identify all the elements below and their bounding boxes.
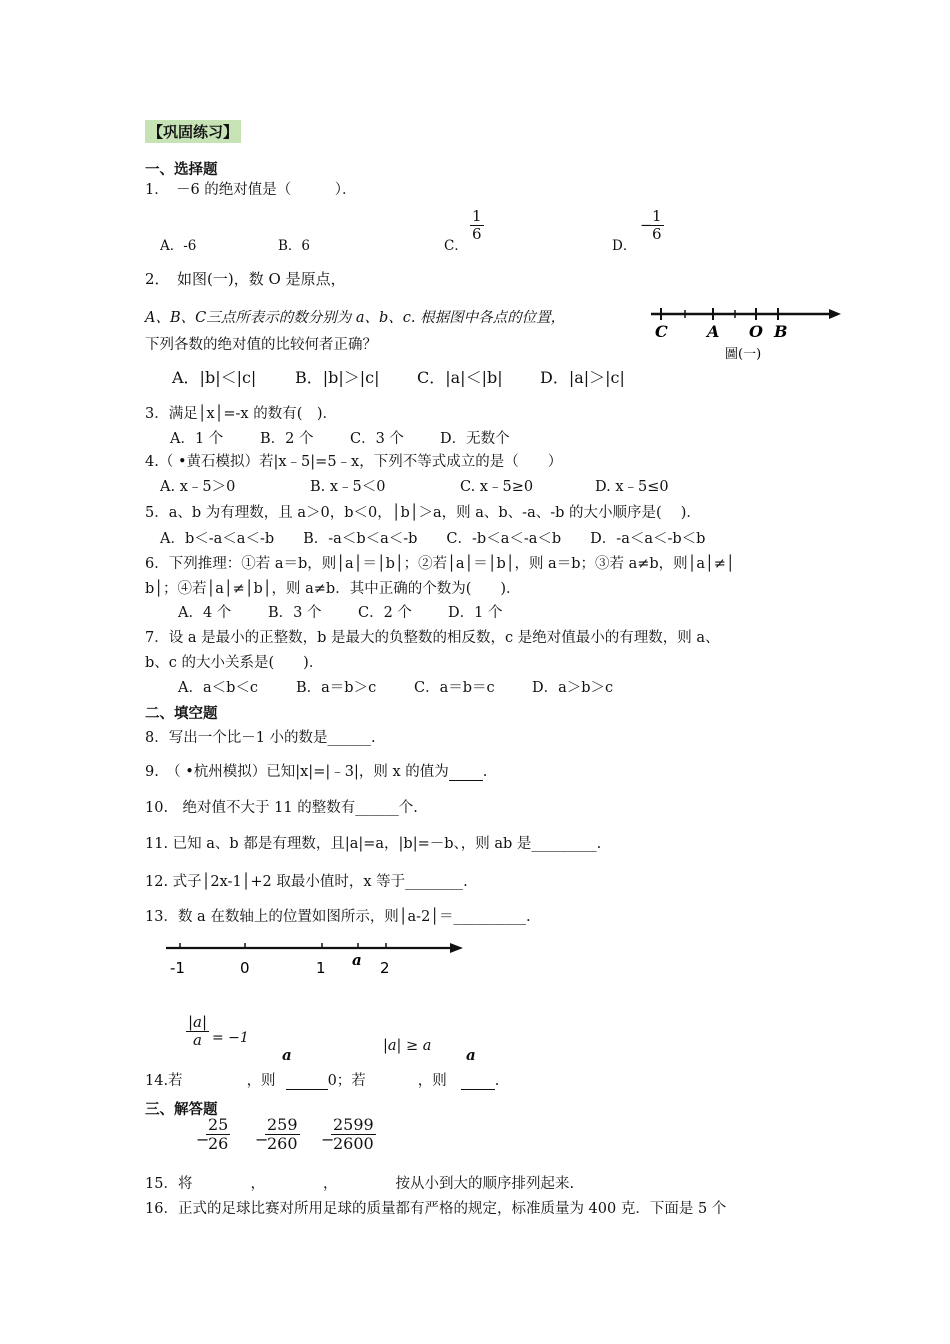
number-line-figure-2: [160, 935, 470, 980]
fig1-label-a: A: [707, 322, 720, 341]
q1-option-d: D．: [612, 238, 637, 254]
q15-comma-1: ，: [250, 1176, 265, 1192]
question-7-line2: b、c 的大小关系是( )．: [145, 655, 324, 671]
fig1-label-b: B: [774, 322, 788, 341]
q14-end: .: [494, 1073, 500, 1089]
fig2-label-2: 2: [380, 959, 390, 977]
q15-frac3-sign: −: [321, 1130, 335, 1149]
q15-frac2-sign: −: [255, 1130, 269, 1149]
q15-frac1-sign: −: [196, 1130, 210, 1149]
section-title-choice: 一、选择题: [145, 162, 218, 178]
q7-option-a: A．a＜b＜c: [178, 680, 259, 696]
fig2-label-1: 1: [316, 959, 326, 977]
q14-fraction: $\frac{|a|}{a}$: [188, 1013, 208, 1050]
q7-option-b: B．a＝b＞c: [296, 680, 377, 696]
q2-line2: 下列各数的绝对值的比较何者正确？: [145, 337, 377, 353]
q14-condition-2: |a| ≥ a: [383, 1038, 432, 1054]
q3-option-b: B．2 个: [260, 431, 314, 447]
question-7-line1: 7．设 a 是最小的正整数，b 是最大的负整数的相反数，c 是绝对值最小的有理数，则 a、: [145, 630, 720, 646]
q15-comma-2: ，: [322, 1176, 338, 1192]
question-9: [145, 760, 487, 781]
q14-then1: ，则: [246, 1073, 276, 1089]
question-8: 8．写出一个比－1 小的数是______.: [145, 730, 376, 746]
number-line-figure-1: [645, 300, 845, 366]
q14-pre: 14.若: [145, 1073, 183, 1089]
question-12: 12. 式子│2x-1│+2 取最小值时，x 等于________.: [145, 874, 468, 890]
fig2-label-a: a: [352, 951, 362, 969]
q6-option-c: C．2 个: [358, 605, 412, 621]
q1-option-a: A．-6: [160, 238, 197, 254]
question-6-line2: b│；④若│a│≠│b│，则 a≠b．其中正确的个数为( )．: [145, 581, 521, 597]
q3-option-a: A．1 个: [170, 431, 224, 447]
q3-option-d: D．无数个: [440, 431, 510, 447]
fig2-label-0: 0: [240, 959, 250, 977]
question-1: 1． －6 的绝对值是（ ）．: [145, 182, 357, 198]
fig1-label-o: O: [749, 322, 763, 341]
q14-mid: 0；若: [327, 1073, 366, 1089]
q1-d-fraction: $\frac{1}{6}$: [652, 207, 662, 244]
q15-fraction-1: $\frac{25}{26}$: [208, 1115, 229, 1154]
q14-rhs: = −1: [212, 1030, 249, 1046]
q4-option-b: B. x﹣5＜0: [310, 479, 386, 495]
q14-a-label-2: a: [466, 1046, 476, 1064]
q15-fraction-2: $\frac{259}{260}$: [267, 1115, 298, 1154]
question-13: 13．数 a 在数轴上的位置如图所示，则│a-2│＝__________.: [145, 909, 531, 925]
fig1-caption: 圖(一): [725, 347, 762, 362]
q2-option-c: C．|a|＜|b|: [417, 368, 503, 387]
q9-text: 9. （ •杭州模拟）已知|x|=|﹣3|，则 x 的值为: [145, 764, 449, 780]
q2-option-a: A．|b|＜|c|: [172, 368, 257, 387]
question-5: 5．a、b 为有理数，且 a＞0，b＜0，│b│＞a，则 a、b、-a、-b 的大小顺序是( )．: [145, 505, 701, 521]
question-6-line1: 6．下列推理：①若 a＝b，则│a│＝│b│；②若│a│＝│b│，则 a＝b；③若 a≠b，则│a│≠│: [145, 556, 735, 572]
q4-option-a: A. x﹣5＞0: [160, 479, 236, 495]
question-3: 3．满足│x│=-x 的数有( )．: [145, 406, 338, 422]
q6-option-b: B．3 个: [268, 605, 322, 621]
question-10: 10. 绝对值不大于 11 的整数有______个.: [145, 800, 418, 816]
fig2-label-neg1: -1: [170, 959, 185, 977]
question-11: 11. 已知 a、b 都是有理数，且|a|=a，|b|=－b、，则 ab 是_________.: [145, 836, 602, 852]
question-2: 2． 如图(一)，数 O 是原点，: [145, 270, 346, 288]
q15-pre: 15．将: [145, 1176, 193, 1192]
section-header: 【巩固练习】: [145, 120, 241, 143]
q3-option-c: C．3 个: [350, 431, 404, 447]
question-15: [145, 1172, 574, 1193]
q14-a-label-1: a: [282, 1046, 292, 1064]
q1-c-fraction: $\frac{1}{6}$: [472, 207, 482, 244]
q1-option-c: C．: [444, 238, 468, 254]
question-4: 4.（ •黄石模拟）若|x﹣5|=5﹣x，下列不等式成立的是（ ）: [145, 454, 563, 470]
q2-option-b: B．|b|＞|c|: [295, 368, 380, 387]
section-title-solve: 三、解答题: [145, 1102, 218, 1118]
q4-option-c: C. x﹣5≥0: [460, 479, 534, 495]
q7-option-c: C．a＝b＝c: [414, 680, 495, 696]
q5-options: A．b＜-a＜a＜-b B．-a＜b＜a＜-b C．-b＜a＜-a＜b D．-a＜a＜-b＜b: [160, 531, 706, 547]
question-16: 16．正式的足球比赛对所用足球的质量都有严格的规定，标准质量为 400 克．下面是 5 个: [145, 1201, 727, 1217]
q14-then2: ，则: [417, 1073, 447, 1089]
q7-option-d: D．a＞b＞c: [532, 680, 614, 696]
q9-end: .: [482, 764, 488, 780]
q4-option-d: D. x﹣5≤0: [595, 479, 669, 495]
q2-option-d: D．|a|＞|c|: [540, 368, 625, 387]
fig1-label-c: C: [655, 322, 668, 341]
q15-post: 按从小到大的顺序排列起来.: [395, 1176, 575, 1192]
q6-option-d: D．1 个: [448, 605, 503, 621]
q15-fraction-3: $\frac{2599}{2600}$: [333, 1115, 374, 1154]
q2-line1: A、B、C三点所表示的数分别为 a、b、c. 根据图中各点的位置，: [145, 310, 566, 326]
q1-option-b: B．6: [278, 238, 311, 254]
q1-d-sign: −: [640, 218, 653, 234]
question-14: [145, 1069, 499, 1090]
section-title-fill: 二、填空题: [145, 706, 218, 722]
q6-option-a: A．4 个: [178, 605, 232, 621]
